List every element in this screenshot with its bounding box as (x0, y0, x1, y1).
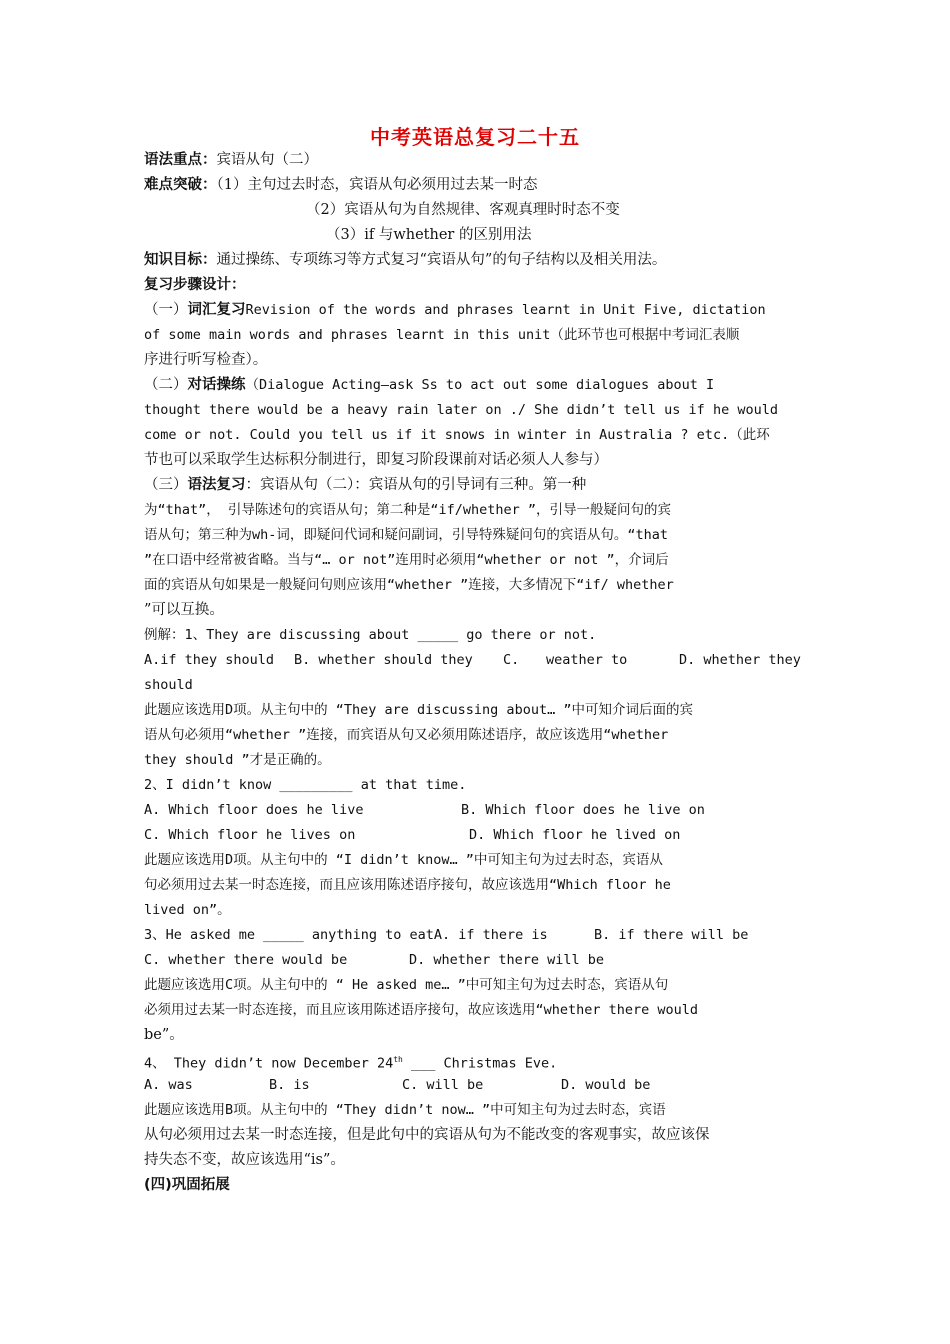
section2-text: （Dialogue Acting—ask Ss to act out some dialogues about I (245, 377, 715, 393)
example-2-answer: 句必须用过去某一时态连接，而且应该用陈述语序接句，故应该选用“Which floor he (144, 877, 671, 893)
example-4-option: A. was (144, 1077, 193, 1093)
example-1-question: 例解：1、They are discussing about _____ go there or not. (144, 627, 597, 643)
example-2-answer: 此题应该选用D项。从主句中的 “I didn’t know… ”中可知主句为过去时态，宾语从 (144, 852, 663, 868)
difficulty-item: （3）if 与whether 的区别用法 (326, 227, 532, 243)
section2-heading: 对话操练 (187, 377, 246, 393)
example-3-answer: 必须用过去某一时态连接，而且应该用陈述语序接句，故应该选用“whether there would (144, 1002, 699, 1018)
example-1-option: D. whether they (679, 652, 801, 668)
section2-text: come or not. Could you tell us if it snows in winter in Australia ? etc.（此环 (144, 427, 770, 443)
section1-prefix: （一） (144, 302, 188, 318)
difficulty-label: 难点突破： (144, 177, 217, 193)
section1-text: of some main words and phrases learnt in this unit（此环节也可根据中考词汇表顺 (144, 327, 740, 343)
example-1-option: weather to (546, 652, 628, 668)
section1-line (144, 300, 766, 320)
grammar-focus-label: 语法重点： (144, 152, 217, 168)
example-3-answer: 此题应该选用C项。从主句中的 “ He asked me… ”中可知主句为过去时态，宾语从句 (144, 977, 669, 993)
section3-text: ”可以互换。 (144, 602, 224, 618)
example-1-answer: 语从句必须用“whether ”连接，而宾语从句又必须用陈述语序，故应该选用“whether (144, 727, 669, 743)
section1-text: Revision of the words and phrases learnt in Unit Five, dictation (245, 302, 766, 318)
section3-text: ：宾语从句（二）：宾语从句的引导词有三种。第一种 (245, 477, 587, 493)
section4-heading: (四)巩固拓展 (144, 1177, 230, 1193)
steps-label: 复习步骤设计： (144, 277, 246, 293)
example-2-option: C. Which floor he lives on (144, 827, 356, 843)
section3-text: 语从句；第三种为wh-词，即疑问代词和疑问副词，引导特殊疑问句的宾语从句。“that (144, 527, 669, 543)
example-2-option: A. Which floor does he live (144, 802, 364, 818)
example-3-option: C. whether there would be (144, 952, 348, 968)
difficulty-line-1 (144, 175, 537, 195)
example-1-answer: they should ”才是正确的。 (144, 752, 331, 768)
example-4-question-sup: th (393, 1055, 403, 1064)
section2-text: thought there would be a heavy rain later on ./ She didn’t tell us if he would (144, 402, 778, 418)
example-1-option-cont: should (144, 677, 193, 693)
knowledge-goal-label: 知识目标： (144, 252, 217, 268)
knowledge-goal-line (144, 250, 666, 270)
section3-prefix: （三） (144, 477, 188, 493)
example-2-answer: lived on”。 (144, 902, 231, 918)
example-3-option: B. if there will be (594, 927, 749, 943)
example-2-question: 2、I didn’t know _________ at that time. (144, 777, 467, 793)
section3-text: 面的宾语从句如果是一般疑问句则应该用“whether ”连接，大多情况下“if/ whether (144, 577, 674, 593)
example-4-question-b: ___ Christmas Eve. (402, 1055, 558, 1072)
section3-line (144, 475, 586, 495)
grammar-focus-line (144, 150, 318, 170)
section1-text: 序进行听写检查）。 (144, 352, 268, 368)
difficulty-item: （2）宾语从句为自然规律、客观真理时时态不变 (306, 202, 620, 218)
example-2-option: D. Which floor he lived on (469, 827, 681, 843)
example-1-option: A.if they should (144, 652, 275, 668)
example-1-option: B. whether should they (294, 652, 473, 668)
section2-line (144, 375, 714, 395)
example-1-option: C. (503, 652, 520, 668)
section3-text: 为“that”， 引导陈述句的宾语从句；第二种是“if/whether ”，引导一般疑问句的宾 (144, 502, 672, 518)
page-title: 中考英语总复习二十五 (370, 125, 580, 149)
example-4-option: D. would be (561, 1077, 651, 1093)
example-4-answer: 持失态不变，故应该选用“is”。 (144, 1152, 345, 1168)
example-4-answer: 此题应该选用B项。从主句中的 “They didn’t now… ”中可知主句为过去时态，宾语 (144, 1102, 666, 1118)
section3-heading: 语法复习 (187, 477, 246, 493)
example-3-option: D. whether there will be (409, 952, 605, 968)
example-4-option: B. is (269, 1077, 310, 1093)
example-4-question-a: 4、 They didn’t now December 24 (144, 1055, 394, 1072)
example-1-answer: 此题应该选用D项。从主句中的 “They are discussing about… ”中可知介词后面的宾 (144, 702, 693, 718)
example-4-answer: 从句必须用过去某一时态连接，但是此句中的宾语从句为不能改变的客观事实，故应该保 (144, 1127, 710, 1143)
grammar-focus-text: 宾语从句（二） (216, 152, 318, 168)
knowledge-goal-text: 通过操练、专项练习等方式复习“宾语从句”的句子结构以及相关用法。 (216, 252, 667, 268)
difficulty-item: （1）主句过去时态，宾语从句必须用过去某一时态 (216, 177, 538, 193)
section1-heading: 词汇复习 (187, 302, 246, 318)
example-3-question: 3、He asked me _____ anything to eatA. if there is (144, 927, 548, 943)
section2-text: 节也可以采取学生达标积分制进行，即复习阶段课前对话必须人人参与） (144, 452, 608, 468)
example-4-question (144, 1050, 557, 1074)
example-2-option: B. Which floor does he live on (461, 802, 705, 818)
example-3-answer: be”。 (144, 1027, 184, 1043)
example-4-option: C. will be (402, 1077, 484, 1093)
section2-prefix: （二） (144, 377, 188, 393)
section3-text: ”在口语中经常被省略。当与“… or not”连用时必须用“whether or not ”，介词后 (144, 552, 669, 568)
